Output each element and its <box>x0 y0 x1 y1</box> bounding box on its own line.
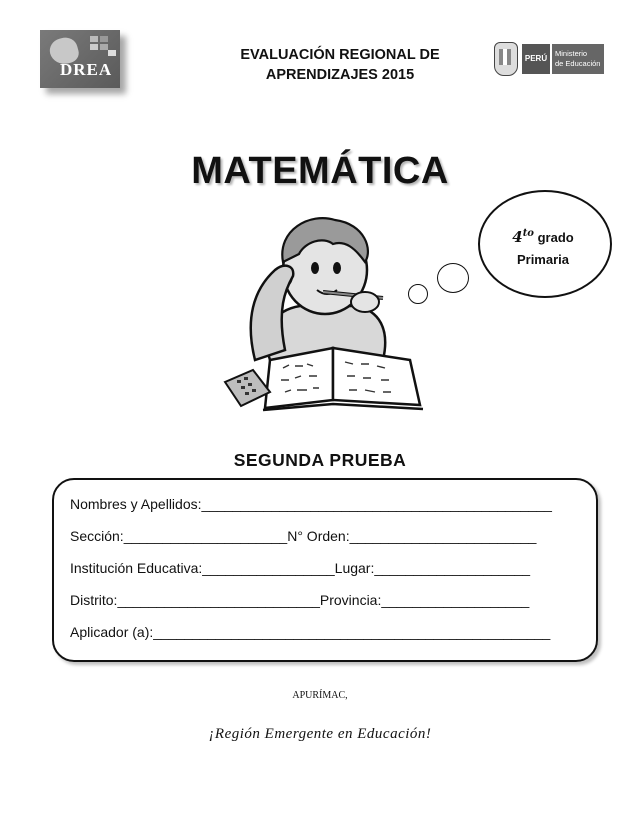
grade-number: 4 <box>512 228 523 246</box>
form-institution-place-field[interactable]: Institución Educativa:_________________Lugar:____________________ <box>70 560 531 576</box>
ministry-logo <box>494 42 606 78</box>
drea-logo-text: DREA <box>60 60 113 79</box>
ministry-name-line1: Ministerio <box>555 49 588 58</box>
form-applicator-field[interactable]: Aplicador (a):___________________________________________________ <box>70 624 551 640</box>
header-title <box>190 45 490 85</box>
footer-region: APURÍMAC, <box>292 690 348 701</box>
header-title-line1: EVALUACIÓN REGIONAL DE <box>240 47 440 63</box>
coat-of-arms-icon <box>494 42 518 76</box>
grade-word: grado <box>537 230 574 245</box>
grade-level: Primaria <box>516 252 570 267</box>
ministry-country: PERÚ <box>522 44 550 74</box>
grade-suffix: to <box>522 228 534 239</box>
form-names-field[interactable]: Nombres y Apellidos:_____________________________________________ <box>70 496 552 512</box>
drea-logo <box>40 30 120 88</box>
page-title: MATEMÁTICA <box>191 150 449 192</box>
ministry-name <box>552 44 604 74</box>
grade-label <box>478 228 608 246</box>
form-district-province-field[interactable]: Distrito:__________________________Provincia:___________________ <box>70 592 530 608</box>
ministry-name-line2: de Educación <box>555 59 601 68</box>
footer-slogan: ¡Región Emergente en Educación! <box>208 726 432 742</box>
form-section-order-field[interactable]: Sección:_____________________N° Orden:________________________ <box>70 528 537 544</box>
section-title: SEGUNDA PRUEBA <box>233 450 407 470</box>
logo-grid-icon <box>90 36 116 56</box>
student-illustration <box>215 210 445 420</box>
header-title-line2: APRENDIZAJES 2015 <box>265 67 415 83</box>
